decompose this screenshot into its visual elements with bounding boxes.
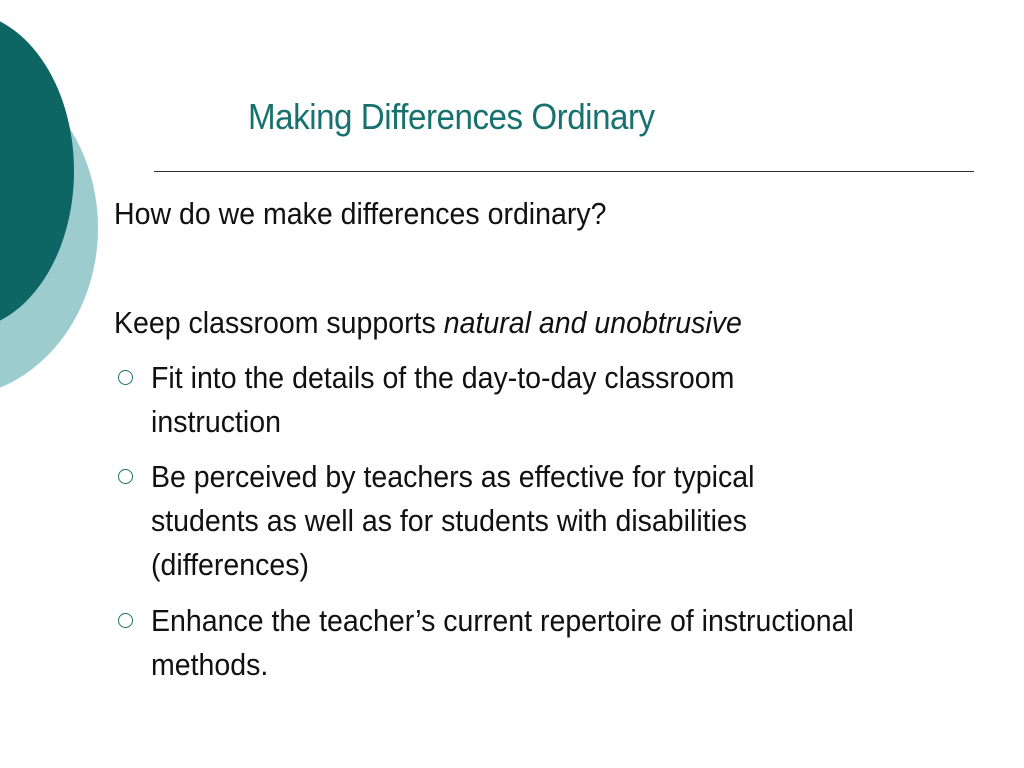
- bullet-line: (differences): [151, 547, 309, 582]
- bullet-text: [151, 455, 754, 587]
- hollow-circle-bullet-icon: [118, 469, 133, 484]
- bullet-line: methods.: [151, 647, 269, 682]
- question-text: How do we make differences ordinary?: [114, 196, 607, 231]
- bullet-text: [151, 599, 854, 687]
- bullet-line: students as well as for students with disabilities: [151, 503, 748, 538]
- bullet-text: [151, 356, 734, 444]
- subheading-emphasis: natural and unobtrusive: [443, 305, 742, 340]
- bullet-line: Be perceived by teachers as effective for typical: [151, 459, 755, 494]
- hollow-circle-bullet-icon: [118, 370, 133, 385]
- subheading: [114, 301, 742, 345]
- bullet-line: Enhance the teacher’s current repertoire of instructional: [151, 603, 854, 638]
- title-divider: [154, 171, 974, 172]
- subheading-plain: Keep classroom supports: [114, 305, 444, 340]
- bullet-line: instruction: [151, 404, 281, 439]
- hollow-circle-bullet-icon: [118, 613, 133, 628]
- bullet-line: Fit into the details of the day-to-day classroom: [151, 360, 735, 395]
- slide-title: Making Differences Ordinary: [248, 96, 655, 137]
